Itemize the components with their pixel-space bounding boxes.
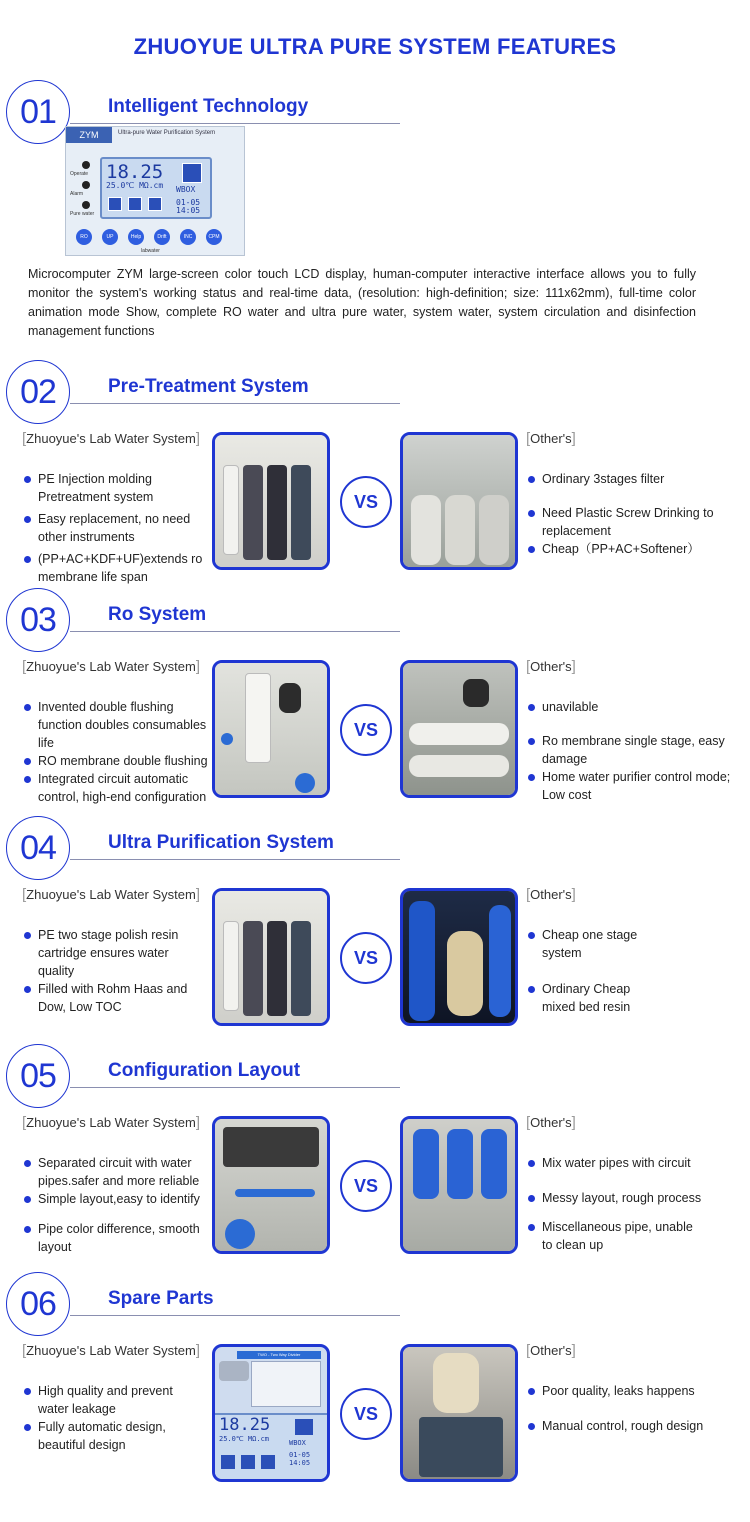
others-list	[526, 1154, 706, 1254]
section-ro-system	[0, 588, 750, 813]
spare-table-title: TWO - Two Way Divider	[237, 1351, 321, 1359]
list-item: Home water purifier control mode; Low cost	[526, 768, 741, 804]
list-item: Cheap one stage system	[526, 926, 656, 962]
section-divider	[70, 859, 400, 860]
lcd-control-panel-image	[65, 126, 245, 256]
lcd-footer: labwater	[141, 248, 160, 254]
ours-label: [Zhuoyue's Lab Water System]	[22, 1342, 200, 1359]
list-item: RO membrane double flushing	[22, 752, 214, 770]
ro-button-icon: RO	[76, 229, 92, 245]
list-item: Poor quality, leaks happens	[526, 1382, 726, 1400]
intelligent-technology-description: Microcomputer ZYM large-screen color touch LCD display, human-computer interactive interface allows you to fully monitor the system's working status and real-time data, (resolution: high-definition; size: 111x62mm), full-time color animation mode Show, complete RO water and ultra pure water, system water, system circulation and disinfection management functions	[28, 267, 696, 338]
list-item: Miscellaneous pipe, unable to clean up	[526, 1218, 706, 1254]
section-spare-parts	[0, 1272, 750, 1497]
list-item: Cheap（PP+AC+Softener）	[526, 540, 726, 558]
ours-photo	[212, 1344, 330, 1482]
lcd-unit: 25.0℃ MΩ.cm	[219, 1435, 270, 1443]
list-item: unavilable	[526, 698, 741, 716]
section-title: Configuration Layout	[108, 1060, 301, 1081]
ours-photo	[212, 1116, 330, 1254]
drift-button-icon: Drift	[154, 229, 170, 245]
list-item: Ro membrane single stage, easy damage	[526, 732, 741, 768]
lcd-reading: 18.25	[106, 161, 164, 183]
lcd-header-text: Ultra-pure Water Purification System	[118, 130, 216, 136]
others-list	[526, 698, 741, 804]
section-number: 03	[6, 588, 70, 652]
vs-badge: VS	[340, 704, 392, 756]
wrench-icon	[148, 197, 162, 211]
section-number: 04	[6, 816, 70, 880]
list-item: PE Injection molding Pretreatment system	[22, 470, 212, 506]
list-item: Need Plastic Screw Drinking to replacement	[526, 504, 726, 540]
pump-icon	[221, 1455, 235, 1469]
inc-button-icon: INC	[180, 229, 196, 245]
section-divider	[70, 631, 400, 632]
others-label: [Other's]	[526, 1342, 576, 1359]
alarm-label: Alarm	[70, 191, 84, 197]
ours-photo	[212, 432, 330, 570]
list-item: Invented double flushing function doubles consumables life	[22, 698, 214, 752]
others-list	[526, 470, 726, 558]
section-title: Intelligent Technology	[108, 96, 309, 117]
section-number: 06	[6, 1272, 70, 1336]
list-item: (PP+AC+KDF+UF)extends ro membrane life span	[22, 550, 212, 586]
list-item: Mix water pipes with circuit	[526, 1154, 706, 1172]
lcd-screen	[100, 157, 212, 219]
lcd-datetime: 01-05 14:05	[289, 1451, 311, 1467]
section-divider	[70, 403, 400, 404]
ours-label: [Zhuoyue's Lab Water System]	[22, 1114, 200, 1131]
tank-icon	[182, 163, 202, 183]
list-item: Fully automatic design, beautiful design	[22, 1418, 192, 1454]
wrench-icon	[261, 1455, 275, 1469]
page-title: ZHUOYUE ULTRA PURE SYSTEM FEATURES	[133, 34, 617, 59]
lcd-wbox: WBOX	[289, 1439, 306, 1447]
ours-label: [Zhuoyue's Lab Water System]	[22, 658, 200, 675]
others-list	[526, 926, 656, 1016]
section-title: Ro System	[108, 604, 207, 625]
alarm-indicator-icon	[82, 181, 90, 189]
others-label: [Other's]	[526, 430, 576, 447]
pure-water-indicator-icon	[82, 201, 90, 209]
ours-photo	[212, 888, 330, 1026]
ours-label: [Zhuoyue's Lab Water System]	[22, 886, 200, 903]
list-item: Separated circuit with water pipes.safer and more reliable	[22, 1154, 212, 1190]
lcd-logo: ZYM	[66, 127, 112, 143]
section-divider	[70, 1315, 400, 1316]
cpm-button-icon: CPM	[206, 229, 222, 245]
ours-photo	[212, 660, 330, 798]
others-label: [Other's]	[526, 1114, 576, 1131]
section-pre-treatment	[0, 360, 750, 585]
lcd-screen	[215, 1413, 327, 1479]
list-item: Filled with Rohm Haas and Dow, Low TOC	[22, 980, 202, 1016]
others-photo	[400, 1116, 518, 1254]
others-label: [Other's]	[526, 658, 576, 675]
lcd-datetime: 01-05 14:05	[176, 198, 201, 215]
section-configuration-layout	[0, 1044, 750, 1269]
tank-icon	[295, 1419, 313, 1435]
ours-list	[22, 1382, 192, 1454]
list-item: Pipe color difference, smooth layout	[22, 1220, 212, 1256]
list-icon	[241, 1455, 255, 1469]
others-photo	[400, 432, 518, 570]
operate-label: Operate	[70, 171, 89, 177]
list-item: PE two stage polish resin cartridge ensures water quality	[22, 926, 202, 980]
ours-list	[22, 470, 212, 586]
section-divider	[70, 123, 400, 124]
pure-water-label: Pure water	[70, 211, 95, 217]
list-item: Manual control, rough design	[526, 1417, 726, 1435]
section-title: Pre-Treatment System	[108, 376, 309, 397]
list-item: Simple layout,easy to identify	[22, 1190, 212, 1208]
ours-list	[22, 1154, 212, 1256]
lcd-wbox: WBOX	[176, 185, 196, 194]
list-item: Ordinary 3stages filter	[526, 470, 726, 488]
list-item: High quality and prevent water leakage	[22, 1382, 192, 1418]
section-number: 01	[6, 80, 70, 144]
vs-badge: VS	[340, 1160, 392, 1212]
pump-icon	[108, 197, 122, 211]
vs-badge: VS	[340, 476, 392, 528]
list-item: Integrated circuit automatic control, high-end configuration	[22, 770, 214, 806]
section-number: 02	[6, 360, 70, 424]
section-number: 05	[6, 1044, 70, 1108]
others-photo	[400, 660, 518, 798]
help-button-icon: Help	[128, 229, 144, 245]
spare-table	[251, 1361, 321, 1407]
list-icon	[128, 197, 142, 211]
up-button-icon: UP	[102, 229, 118, 245]
section-divider	[70, 1087, 400, 1088]
valve-icon	[219, 1361, 249, 1381]
others-list	[526, 1382, 726, 1435]
section-ultra-purification	[0, 816, 750, 1041]
operate-indicator-icon	[82, 161, 90, 169]
lcd-reading: 18.25	[219, 1415, 271, 1435]
others-photo	[400, 1344, 518, 1482]
section-title: Spare Parts	[108, 1288, 214, 1309]
vs-badge: VS	[340, 932, 392, 984]
list-item: Messy layout, rough process	[526, 1189, 706, 1207]
list-item: Easy replacement, no need other instruments	[22, 510, 212, 546]
ours-label: [Zhuoyue's Lab Water System]	[22, 430, 200, 447]
section-title: Ultra Purification System	[108, 832, 334, 853]
ours-list	[22, 926, 202, 1016]
ours-list	[22, 698, 214, 806]
vs-badge: VS	[340, 1388, 392, 1440]
lcd-unit: 25.0℃ MΩ.cm	[106, 181, 164, 190]
others-photo	[400, 888, 518, 1026]
others-label: [Other's]	[526, 886, 576, 903]
lcd-header	[66, 127, 246, 143]
list-item: Ordinary Cheap mixed bed resin	[526, 980, 656, 1016]
